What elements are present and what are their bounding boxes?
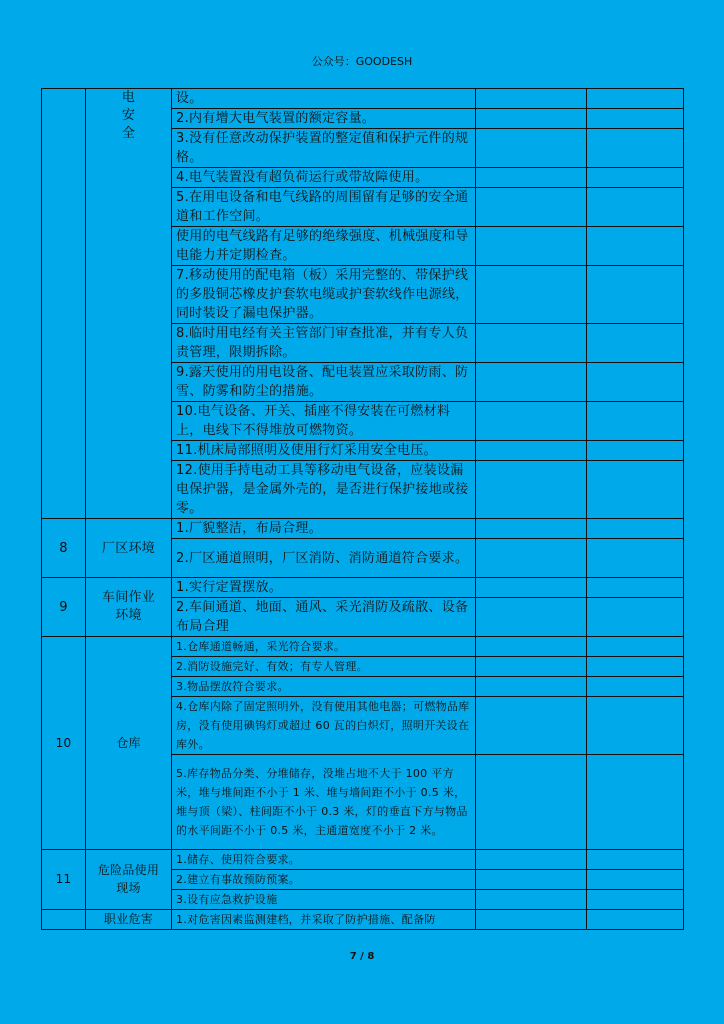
result-cell xyxy=(476,519,587,539)
remark-cell xyxy=(587,598,684,637)
check-item: 2.建立有事故预防预案。 xyxy=(172,870,476,890)
remark-cell xyxy=(587,637,684,657)
remark-cell xyxy=(587,870,684,890)
item-number: 10 xyxy=(42,637,86,850)
check-item: 10.电气设备、开关、插座不得安装在可燃材料上，电线下不得堆放可燃物资。 xyxy=(172,402,476,441)
remark-cell xyxy=(587,519,684,539)
check-item: 2.内有增大电气装置的额定容量。 xyxy=(172,109,476,129)
result-cell xyxy=(476,677,587,697)
category-char: 全 xyxy=(121,126,136,141)
check-item: 3.物品摆放符合要求。 xyxy=(172,677,476,697)
remark-cell xyxy=(587,657,684,677)
result-cell xyxy=(476,850,587,870)
remark-cell xyxy=(587,324,684,363)
remark-cell xyxy=(587,677,684,697)
remark-cell xyxy=(587,910,684,930)
remark-cell xyxy=(587,188,684,227)
remark-cell xyxy=(587,755,684,850)
result-cell xyxy=(476,870,587,890)
check-item: 设。 xyxy=(172,89,476,109)
item-number: 11 xyxy=(42,850,86,910)
page-number xyxy=(0,951,724,962)
remark-cell xyxy=(587,168,684,188)
check-item: 2.厂区通道照明，厂区消防、消防通道符合要求。 xyxy=(172,539,476,578)
result-cell xyxy=(476,129,587,168)
check-item: 4.仓库内除了固定照明外，没有使用其他电器；可燃物品库房，没有使用碘钨灯或超过 60 瓦的白炽灯，照明开关设在库外。 xyxy=(172,697,476,755)
check-item: 3.设有应急救护设施 xyxy=(172,890,476,910)
result-cell xyxy=(476,266,587,324)
safety-checklist-table xyxy=(41,88,684,930)
check-item: 5.库存物品分类、分堆储存，没堆占地不大于 100 平方米，堆与堆间距不小于 1 米、堆与墙间距不小于 0.5 米，堆与顶（梁）、柱间距不小于 0.3 米，灯的垂直下方与物品的水平间距不小于 0.5 米，主通道宽度不小于 2 米。 xyxy=(172,755,476,850)
category-cell xyxy=(86,578,172,637)
item-number xyxy=(42,89,86,519)
remark-cell xyxy=(587,890,684,910)
check-item: 1.储存、使用符合要求。 xyxy=(172,850,476,870)
result-cell xyxy=(476,539,587,578)
category-cell: 仓库 xyxy=(86,637,172,850)
result-cell xyxy=(476,697,587,755)
table-row xyxy=(42,637,684,657)
check-item: 4.电气装置没有超负荷运行或带故障使用。 xyxy=(172,168,476,188)
check-item: 2.消防设施完好、有效；有专人管理。 xyxy=(172,657,476,677)
remark-cell xyxy=(587,697,684,755)
check-item: 使用的电气线路有足够的绝缘强度、机械强度和导电能力并定期检查。 xyxy=(172,227,476,266)
table-row xyxy=(42,578,684,598)
result-cell xyxy=(476,109,587,129)
item-number xyxy=(42,910,86,930)
remark-cell xyxy=(587,402,684,441)
check-item: 1.仓库通道畅通，采光符合要求。 xyxy=(172,637,476,657)
remark-cell xyxy=(587,578,684,598)
result-cell xyxy=(476,755,587,850)
result-cell xyxy=(476,168,587,188)
remark-cell xyxy=(587,227,684,266)
result-cell xyxy=(476,578,587,598)
check-item: 2.车间通道、地面、通风、采光消防及疏散、设备布局合理 xyxy=(172,598,476,637)
check-item: 5.在用电设备和电气线路的周围留有足够的安全通道和工作空间。 xyxy=(172,188,476,227)
remark-cell xyxy=(587,363,684,402)
table-row xyxy=(42,910,684,930)
category-line: 车间作业 xyxy=(101,590,156,605)
check-item: 9.露天使用的用电设备、配电装置应采取防雨、防雪、防雾和防尘的措施。 xyxy=(172,363,476,402)
result-cell xyxy=(476,910,587,930)
result-cell xyxy=(476,402,587,441)
remark-cell xyxy=(587,441,684,461)
category-line: 危险品使用 xyxy=(97,863,160,877)
page-header: 公众号：GOODESH xyxy=(311,55,413,68)
table-row xyxy=(42,850,684,870)
remark-cell xyxy=(587,461,684,519)
check-item: 1.对危害因素监测建档，并采取了防护措施、配备防 xyxy=(172,910,476,930)
table-row xyxy=(42,89,684,109)
result-cell xyxy=(476,363,587,402)
result-cell xyxy=(476,89,587,109)
result-cell xyxy=(476,598,587,637)
check-item: 11.机床局部照明及使用行灯采用安全电压。 xyxy=(172,441,476,461)
result-cell xyxy=(476,890,587,910)
category-char: 安 xyxy=(121,108,136,123)
check-item: 12.使用手持电动工具等移动电气设备，应装设漏电保护器，是金属外壳的，是否进行保护接地或接零。 xyxy=(172,461,476,519)
remark-cell xyxy=(587,539,684,578)
category-cell: 职业危害 xyxy=(86,910,172,930)
result-cell xyxy=(476,657,587,677)
check-item: 7.移动使用的配电箱（板）采用完整的、带保护线的多股铜芯橡皮护套软电缆或护套软线作电源线，同时装设了漏电保护器。 xyxy=(172,266,476,324)
result-cell xyxy=(476,324,587,363)
remark-cell xyxy=(587,129,684,168)
page-separator: / xyxy=(356,951,368,962)
result-cell xyxy=(476,441,587,461)
total-pages: 8 xyxy=(367,951,375,962)
category-char: 电 xyxy=(121,90,136,105)
check-item: 1.实行定置摆放。 xyxy=(172,578,476,598)
check-item: 8.临时用电经有关主管部门审查批准，并有专人负责管理，限期拆除。 xyxy=(172,324,476,363)
current-page: 7 xyxy=(349,951,357,962)
item-number: 8 xyxy=(42,519,86,578)
category-line: 现场 xyxy=(116,881,141,895)
table-row xyxy=(42,519,684,539)
category-line: 环境 xyxy=(115,608,142,623)
remark-cell xyxy=(587,109,684,129)
category-cell: 厂区环境 xyxy=(86,519,172,578)
remark-cell xyxy=(587,89,684,109)
result-cell xyxy=(476,637,587,657)
result-cell xyxy=(476,227,587,266)
item-number: 9 xyxy=(42,578,86,637)
result-cell xyxy=(476,461,587,519)
check-item: 3.没有任意改动保护装置的整定值和保护元件的规格。 xyxy=(172,129,476,168)
category-cell xyxy=(86,89,172,519)
result-cell xyxy=(476,188,587,227)
remark-cell xyxy=(587,850,684,870)
check-item: 1.厂貌整洁，布局合理。 xyxy=(172,519,476,539)
remark-cell xyxy=(587,266,684,324)
category-cell xyxy=(86,850,172,910)
